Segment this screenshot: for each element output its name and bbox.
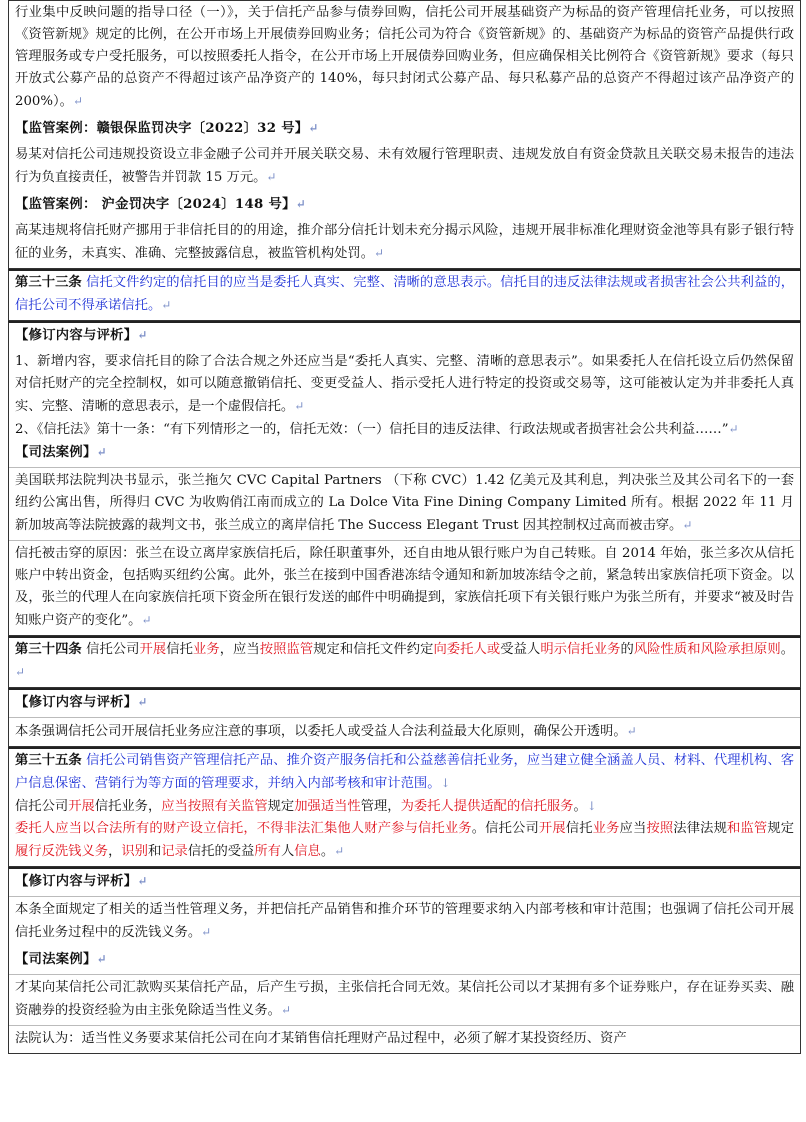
- review-33-cell: [8, 321, 801, 636]
- article-34-text: 第三十四条 信托公司开展信托业务，应当按照监管规定和信托文件约定向委托人或受益人明示信托业务的风险性质和风险承担原则。↵: [15, 642, 795, 679]
- paragraph: 法院认为：适当性义务要求某信托公司在向才某销售信托理财产品过程中，必须了解才某投资经历、资产: [15, 1031, 627, 1046]
- judicial-heading: 【司法案例】↵: [15, 445, 107, 460]
- review-34-cell: [8, 688, 801, 747]
- article-35-line-1: 第三十五条 信托公司销售资产管理信托产品、推介资产服务信托和公益慈善信托业务，应当建立健全涵盖人员、材料、代理机构、客户信息保密、营销行为等方面的管理要求，并纳入内部考核和审计范围。↓: [15, 753, 795, 791]
- judicial-heading: 【司法案例】↵: [15, 952, 107, 967]
- paragraph: 行业集中反映问题的指导口径（一）》，关于信托产品参与债券回购，信托公司开展基础资产为标品的资产管理信托业务，可以按照《资管新规》规定的比例，在公开市场上开展债券回购业务；信托公司为符合《资管新规》的、基础资产为标品的资管产品提供行政管理服务或专户受托服务，可以按照委托人指令，在公开市场上开展债券回购业务，但应确保相关比例符合《资管新规》要求（每只开放式公募产品的总资产不得超过该产品净资产的 140%，每只封闭式公募产品、每只私募产品的总资产不得超过该产品净资产的 200%）。↵: [15, 5, 794, 109]
- article-title: 第三十五条: [15, 753, 82, 768]
- article-34-cell: [8, 636, 801, 688]
- paragraph: 本条强调信托公司开展信托业务应注意的事项，以委托人或受益人合法利益最大化原则，确保公开透明。↵: [15, 724, 637, 739]
- article-33-text: 第三十三条 信托文件约定的信托目的应当是委托人真实、完整、清晰的意思表示。信托目的违反法律法规或者损害社会公共利益的，信托公司不得承诺信托。↵: [15, 275, 795, 313]
- divider: [9, 896, 800, 897]
- article-title: 第三十四条: [15, 642, 82, 657]
- case-heading: 【监管案例：赣银保监罚决字〔2022〕32 号】↵: [15, 121, 319, 136]
- review-35-cell: [8, 867, 801, 1054]
- paragraph: 高某违规将信托财产挪用于非信托目的的用途，推介部分信托计划未充分揭示风险，违规开展非标准化理财资金池等具有影子银行特征的业务，未真实、准确、完整披露信息，被监管机构处罚。↵: [15, 223, 794, 261]
- review-heading: 【修订内容与评析】↵: [15, 328, 148, 343]
- divider: [9, 540, 800, 541]
- paragraph: 1、新增内容，要求信托目的除了合法合规之外还应当是“委托人真实、完整、清晰的意思表示”。如果委托人在信托设立后仍然保留对信托财产的完全控制权，如可以随意撤销信托、变更受益人、指示受托人进行特定的投资或交易等，这可能被认定为并非委托人真实、完整、清晰的意思表示，是一个虚假信托。↵: [15, 354, 794, 414]
- article-35-line-2: 信托公司开展信托业务，应当按照有关监管规定加强适当性管理，为委托人提供适配的信托服务。↓: [15, 799, 597, 814]
- divider: [9, 974, 800, 975]
- paragraph: 才某向某信托公司汇款购买某信托产品，后产生亏损，主张信托合同无效。某信托公司以才某拥有多个证券账户，存在证券买卖、融资融券的投资经验为由主张免除适当性义务。↵: [15, 980, 794, 1018]
- document-page: [8, 0, 801, 1054]
- article-35-cell: [8, 747, 801, 867]
- divider: [9, 717, 800, 718]
- article-35-line-3: 委托人应当以合法所有的财产设立信托，不得非法汇集他人财产参与信托业务。信托公司开展信托业务应当按照法律法规和监管规定履行反洗钱义务，识别和记录信托的受益所有人信息。↵: [15, 821, 795, 859]
- paragraph: 信托被击穿的原因：张兰在设立离岸家族信托后，除任职董事外，还自由地从银行账户为自己转账。自 2014 年始，张兰多次从信托账户中转出资金，包括购买纽约公寓。此外，张兰在接到中国香港冻结令通知和新加坡冻结令之前，紧急转出家族信托项下资金。以及，张兰的代理人在向家族信托项下资金所在银行发送的邮件中明确提到，家族信托项下有关银行账户为张兰所有，并要求“被及时告知账户资产的变化”。↵: [15, 546, 794, 628]
- article-33-cell: [8, 269, 801, 321]
- case-heading: 【监管案例： 沪金罚决字〔2024〕148 号】↵: [15, 197, 307, 212]
- paragraph: 易某对信托公司违规投资设立非金融子公司并开展关联交易、未有效履行管理职责、违规发放自有资金贷款且关联交易未报告的违法行为负直接责任，被警告并罚款 15 万元。↵: [15, 147, 794, 185]
- article-title: 第三十三条: [15, 275, 82, 290]
- divider: [9, 467, 800, 468]
- review-heading: 【修订内容与评析】↵: [15, 874, 148, 889]
- divider: [9, 1025, 800, 1026]
- paragraph: 美国联邦法院判决书显示，张兰拖欠 CVC Capital Partners （下称 CVC）1.42 亿美元及其利息，判决张兰及其公司名下的一套纽约公寓出售，所得归 CVC 为收购俏江南而成立的 La Dolce Vita Fine Dining Company Limited 所有。根据 2022 年 11 月新加坡高等法院披露的裁判文书，张兰成立的离岸信托 The Success Elegant Trust 因其控制权过高而被击穿。↵: [15, 473, 794, 533]
- review-heading: 【修订内容与评析】↵: [15, 695, 148, 710]
- continuation-block: [8, 0, 801, 269]
- paragraph: 本条全面规定了相关的适当性管理义务，并把信托产品销售和推介环节的管理要求纳入内部考核和审计范围；也强调了信托公司开展信托业务过程中的反洗钱义务。↵: [15, 902, 794, 940]
- paragraph: 2、《信托法》第十一条：“有下列情形之一的，信托无效：（一）信托目的违反法律、行政法规或者损害社会公共利益……”↵: [15, 422, 739, 437]
